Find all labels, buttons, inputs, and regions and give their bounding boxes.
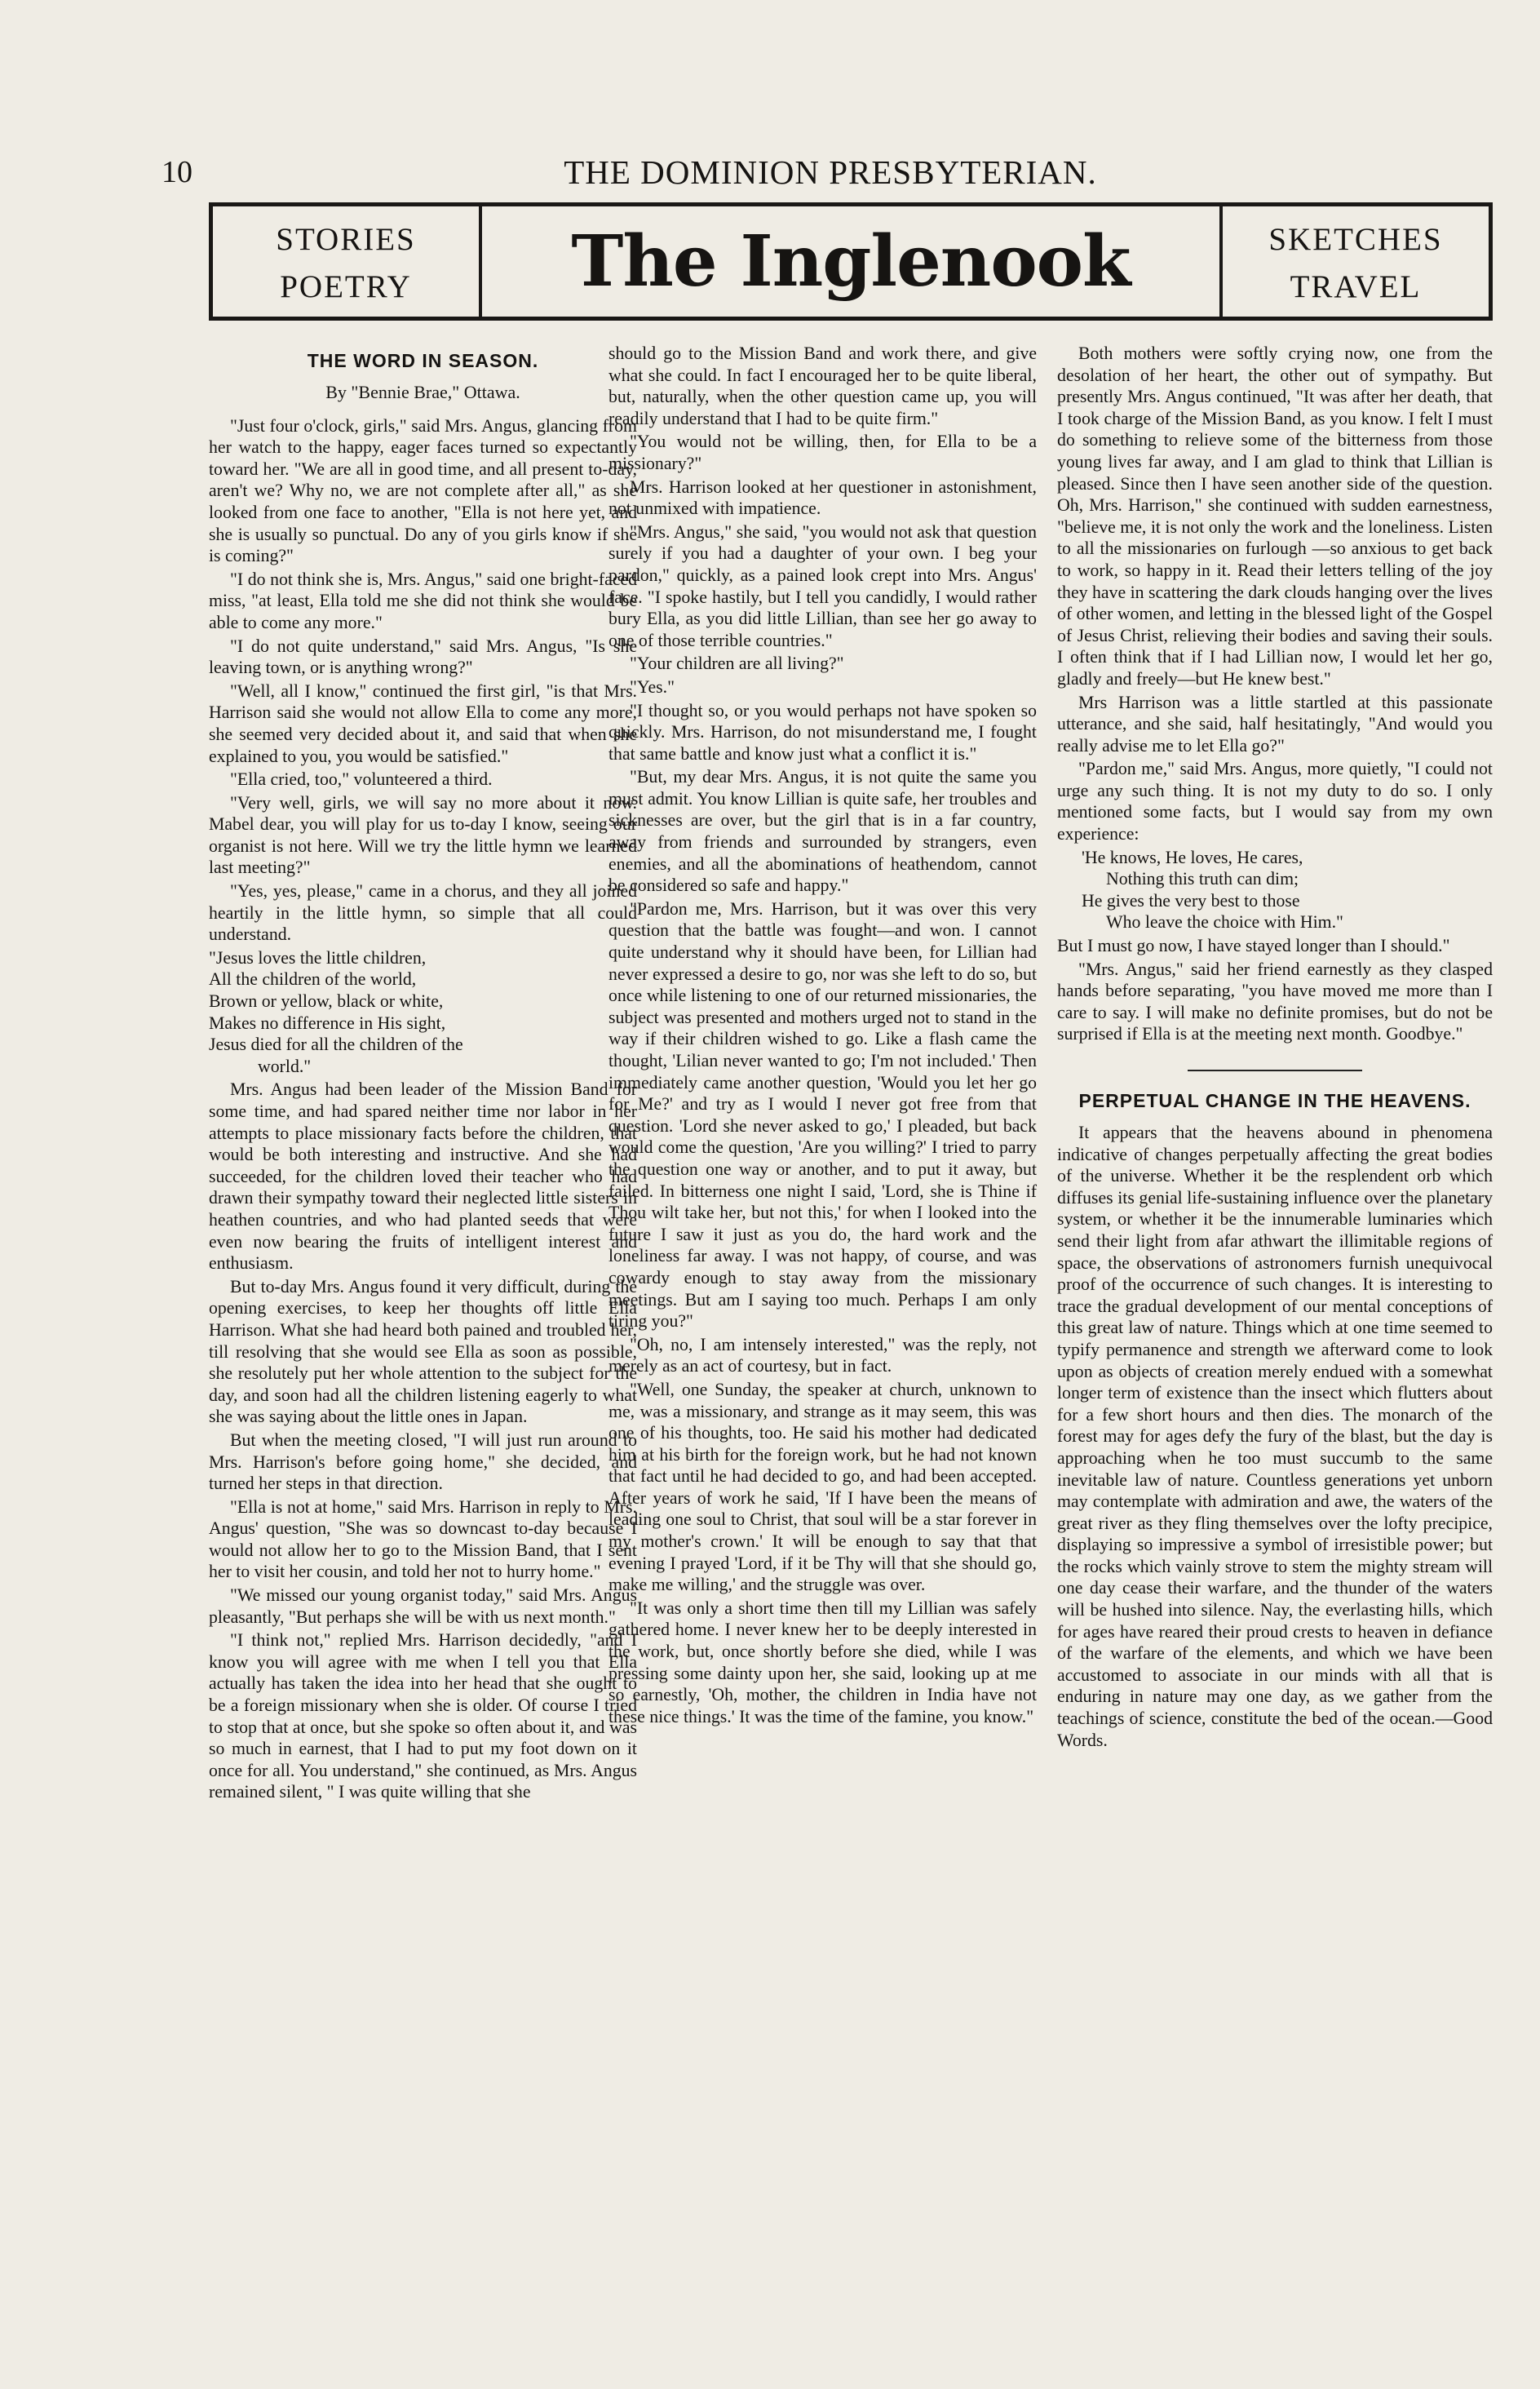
hymn-line: world.": [258, 1056, 312, 1076]
paragraph: should go to the Mission Band and work there, and give what she could. In fact I encouraged her to be quite liberal, but, naturally, when the other question came up, you will readily understand that I had to be quite firm.": [608, 344, 1037, 428]
paragraph: "Just four o'clock, girls," said Mrs. Angus, glancing from her watch to the happy, eager faces turned so expectantly toward her. "We are all in good time, and all present to-day, aren't we? Why no, we are not complete after all," as she looked from one face to another, "Ella is not here yet, and she is usually so punctual. Do any of you girls know if she is coming?": [209, 415, 637, 566]
hymn-verse: [209, 947, 637, 1078]
masthead-right-box: [1219, 206, 1489, 317]
paragraph-group: [209, 415, 637, 946]
article-byline: By "Bennie Brae," Ottawa.: [325, 382, 520, 402]
column-3: [1057, 343, 1493, 1753]
paragraph: "Mrs. Angus," said her friend earnestly as they clasped hands before separating, "you have moved me more than I care to say. I will make no definite promises, but do not be surprised if Ella is at the meeting next month. Goodbye.": [1057, 959, 1493, 1044]
paragraph: "Mrs. Angus," she said, "you would not ask that question surely if you had a daughter of your own. I beg your pardon," quickly, as a pained look crept into Mrs. Angus' face. "I spoke hastily, but I tell you candidly, I would rather bury Ella, as you did little Lillian, than see her go away to one of those terrible countries.": [608, 521, 1037, 650]
paragraph: "Yes.": [630, 676, 675, 697]
masthead-left-line: POETRY: [280, 269, 412, 304]
paragraph: "I think not," replied Mrs. Harrison decidedly, "and I know you will agree with me when I tell you that Ella actually has taken the idea into her head that she ought to be a foreign missionary when she is older. Of course I tried to stop that at once, but she spoke so often about it, and was so much in earnest, that I had to put my foot down on it once for all. You understand," she continued, as Mrs. Angus remained silent, " I was quite willing that she: [209, 1630, 637, 1802]
paragraph: "We missed our young organist today," said Mrs. Angus pleasantly, "But perhaps she will be with us next month.": [209, 1585, 637, 1627]
paragraph-group: [608, 343, 1037, 1727]
running-head: [162, 152, 1499, 193]
hymn-line: Jesus died for all the children of the: [209, 1035, 463, 1055]
verse-line: Nothing this truth can dim;: [1106, 869, 1299, 889]
article-title: THE WORD IN SEASON.: [307, 350, 539, 371]
paragraph: But to-day Mrs. Angus found it very difficult, during the opening exercises, to keep her thoughts off little Ella Harrison. What she had heard both pained and troubled her, till resolving that she would see Ella as soon as possible, she resolutely put her whole attention to the subject for the day, and soon had all the children listening eagerly to what she was saying about the little ones in Japan.: [209, 1276, 637, 1427]
hymn-line: Brown or yellow, black or white,: [209, 991, 444, 1012]
paragraph-group: [1057, 1122, 1493, 1751]
masthead-title: The Inglenook: [571, 220, 1131, 303]
verse-line: 'He knows, He loves, He cares,: [1082, 847, 1303, 867]
page-number: 10: [162, 155, 192, 189]
paragraph: "I thought so, or you would perhaps not have spoken so quickly. Mrs. Harrison, do not misunderstand me, I fought that same battle and know just what a conflict it is.": [608, 700, 1037, 764]
paragraph: "Well, all I know," continued the first girl, "is that Mrs. Harrison said she would not allow Ella to come any more, she seemed very decided about it, and said that when she explained to you, you would be satisfied.": [209, 680, 637, 766]
paragraph: "Well, one Sunday, the speaker at church, unknown to me, was a missionary, and strange as it may seem, this was one of his thoughts, too. He said his mother had dedicated him at his birth for the foreign work, but he had not known that fact until he had decided to go, and had been accepted. After years of work he said, 'If I have been the means of leading one soul to Christ, that soul will be a star forever in my mother's crown.' It will be enough to say that that evening I prayed 'Lord, if it be Thy will that she should go, make me willing,' and the struggle was over.: [608, 1379, 1037, 1595]
paragraph-group: [209, 1079, 637, 1803]
column-1: [209, 343, 637, 1805]
hymn-line: All the children of the world,: [209, 969, 417, 990]
paragraph: "Ella cried, too," volunteered a third.: [230, 769, 493, 790]
verse-line: Who leave the choice with Him.": [1106, 912, 1343, 933]
paragraph: "Your children are all living?": [630, 654, 844, 674]
paragraph: But when the meeting closed, "I will just run around to Mrs. Harrison's before going home," she decided, and turned her steps in that direction.: [209, 1429, 637, 1494]
article-title: PERPETUAL CHANGE IN THE HEAVENS.: [1078, 1090, 1471, 1111]
paragraph: "Pardon me, Mrs. Harrison, but it was over this very question that the battle was fought—and won. I cannot quite understand why it should have been, for Lillian had never expressed a desire to go, nor was she left to do so, but once while listening to one of our returned missionaries, the subject was presented and mothers urged not to stand in the way if their children wished to go. Like a flash came the thought, 'Lilian never wanted to go; I'm not included.' Then immediately came another question, 'Would you let her go for Me?' and try as I would I never got free from that question. 'Lord she never asked to go,' I pleaded, but back would come the question, 'Are you willing?' I tried to parry the question one way or another, and to put it away, but failed. In bitterness one night I said, 'Lord, she is Thine if Thou wilt take her, but not this,' for when I looked into the future I saw it just as you do, the hard work and the loneliness far away. I was not happy, of course, and was cowardy enough to stay away from the missionary meetings. But am I saying too much. Perhaps I am only tiring you?": [608, 898, 1037, 1332]
paragraph: "Pardon me," said Mrs. Angus, more quietly, "I could not urge any such thing. It is not my duty to do so. I only mentioned some facts, but I would say from my own experience:: [1057, 759, 1493, 844]
paragraph-group: [1057, 935, 1493, 1045]
paragraph: "I do not quite understand," said Mrs. Angus, "Is she leaving town, or is anything wrong?": [209, 636, 637, 678]
paragraph: "Oh, no, I am intensely interested," was the reply, not merely as an act of courtesy, but in fact.: [608, 1334, 1037, 1376]
paragraph: "Ella is not at home," said Mrs. Harrison in reply to Mrs. Angus' question, "She was so downcast to-day because I would not allow her to go to the Mission Band, that I sent her to visit her cousin, and told her not to hurry home.": [209, 1496, 637, 1582]
paragraph: It appears that the heavens abound in phenomena indicative of changes perpetually affecting the great bodies of the universe. Whether it be the resplendent orb which diffuses its genial life-sustaining influence over the planetary system, or whether it be the innumerable luminaries which send their light from afar athwart the illimitable regions of space, the observations of astronomers furnish unequivocal proof of the occurrence of such changes. It is interesting to trace the gradual development of our mental conceptions of this great law of nature. Things which at one time seemed to typify permanence and strength we afterward come to look upon as objects of creation merely endued with a somewhat longer term of existence than the insect which flutters about for a few short hours and then dies. The monarch of the forest may for ages defy the fury of the blast, but the day is approaching when he too must succumb to the same inevitable law of nature. Countless generations yet unborn may contemplate with admiration and awe, the waters of the great river as they fling themselves over the lofty precipice, displaying so impressive a symbol of irresistible power; but the rocks which vainly strove to stem the mighty stream will one day cease their warfare, and the thunder of the waters will be hushed into silence. Nay, the everlasting hills, which for ages have reared their proud crests to heaven in defiance of the warfare of the elements, and which we have been accustomed to associate in our minds with all that is enduring in nature may one day, as we gather from the teachings of science, constitute the bed of the ocean.—Good Words.: [1057, 1123, 1493, 1750]
paragraph: "Very well, girls, we will say no more about it now. Mabel dear, you will play for us to-day I know, seeing our organist is not here. Will we try the little hymn we learned last meeting?": [209, 792, 637, 878]
publication-title: THE DOMINION PRESBYTERIAN.: [564, 153, 1097, 191]
paragraph: Mrs. Harrison looked at her questioner in astonishment, not unmixed with impatience.: [608, 476, 1037, 519]
column-2: [608, 343, 1037, 1729]
paragraph: "You would not be willing, then, for Ella to be a missionary?": [608, 432, 1037, 473]
paragraph: Mrs Harrison was a little startled at this passionate utterance, and she said, half hesitatingly, "And would you really advise me to let Ella go?": [1057, 692, 1493, 756]
paragraph-group: [1057, 343, 1493, 845]
section-divider: [1188, 1070, 1362, 1071]
paragraph: "But, my dear Mrs. Angus, it is not quite the same you must admit. You know Lillian is quite safe, her troubles and sicknesses are over, but the girl that is in a far country, away from friends and surrounded by strangers, even enemies, and all the abominations of heathendom, cannot be considered so safe and happy.": [608, 767, 1037, 896]
paragraph: But I must go now, I have stayed longer than I should.": [1057, 936, 1450, 956]
paragraph: "Yes, yes, please," came in a chorus, and they all joined heartily in the little hymn, so simple that all could understand.: [209, 881, 637, 945]
hymn-line: Makes no difference in His sight,: [209, 1013, 446, 1033]
masthead-right-line: TRAVEL: [1290, 269, 1422, 304]
masthead-right-line: SKETCHES: [1268, 222, 1443, 257]
section-masthead: [209, 202, 1493, 321]
verse-line: He gives the very best to those: [1082, 890, 1300, 911]
quoted-verse: [1057, 847, 1493, 933]
paragraph: "It was only a short time then till my Lillian was safely gathered home. I never knew her to be deeply interested in the work, but, once shortly before she died, while I was pressing some dainty upon her, she said, looking up at me so earnestly, 'Oh, mother, the children in India have not these nice things.' It was the time of the famine, you know.": [608, 1598, 1037, 1726]
hymn-line: "Jesus loves the little children,: [209, 947, 427, 968]
masthead-left-box: [213, 206, 482, 317]
masthead-left-line: STORIES: [276, 222, 416, 257]
paragraph: "I do not think she is, Mrs. Angus," said one bright-faced miss, "at least, Ella told me she did not think she would be able to come any more.": [209, 569, 637, 632]
paragraph: Both mothers were softly crying now, one from the desolation of her heart, the other out of sympathy. But presently Mrs. Angus continued, "It was after her death, that I took charge of the Mission Band, as you know. I felt I must do something to relieve some of the bitterness from those young lives far away, and I am glad to think that Lillian is pleased. Since then I have seen another side of the question. Oh, Mrs. Harrison," she continued with sudden earnestness, "believe me, it is not only the work and the loneliness. Listen to all the missionaries on furlough —so anxious to get back to work, so happy in it. Read their letters telling of the joy they have in scattering the dark clouds hanging over the lives of other women, and letting in the blessed light of the Gospel of Jesus Christ, relieving their bodies and saving their souls. I often think that if I had Lillian now, I would let her go, gladly and freely—but He knew best.": [1057, 344, 1493, 689]
paragraph: Mrs. Angus had been leader of the Mission Band for some time, and had spared neither time nor labor in her attempts to place missionary facts before the children, that would be both interesting and instructive. And she had succeeded, for the children loved their teacher who had drawn their sympathy toward their neglected little sisters in heathen countries, and who had planted seeds that were even now bearing the fruits of intelligent interest and enthusiasm.: [209, 1079, 637, 1274]
